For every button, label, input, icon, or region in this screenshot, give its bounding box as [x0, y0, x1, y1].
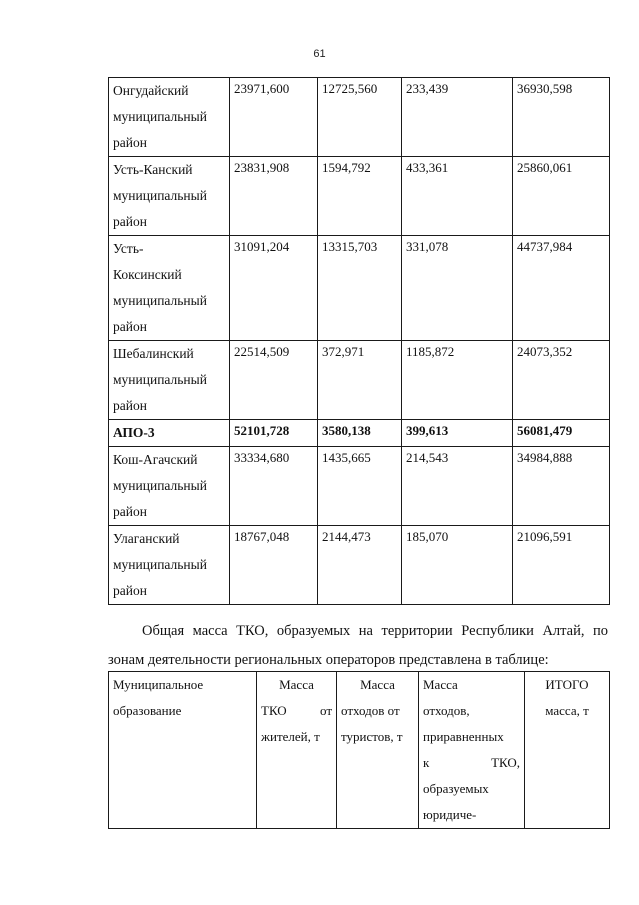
- header-line: ТКО от: [261, 703, 332, 718]
- value-cell: 1435,665: [318, 447, 402, 526]
- header-line: Масса: [423, 677, 458, 692]
- value-cell: 372,971: [318, 341, 402, 420]
- table-row: [109, 236, 610, 341]
- header-total-mass: [525, 672, 610, 829]
- municipality-name-line: Усть-Канский: [113, 162, 193, 177]
- value-cell: 12725,560: [318, 78, 402, 157]
- header-line: образование: [113, 703, 182, 718]
- municipality-cell: [109, 420, 230, 447]
- value-cell: 21096,591: [513, 526, 610, 605]
- municipality-name-line: муниципальный: [113, 109, 207, 124]
- table-row: [109, 526, 610, 605]
- header-line: отходов от: [341, 703, 400, 718]
- header-line: ИТОГО: [545, 677, 589, 692]
- value-cell: 1594,792: [318, 157, 402, 236]
- municipality-name-line: район: [113, 504, 147, 519]
- value-cell: 52101,728: [230, 420, 318, 447]
- value-cell: 3580,138: [318, 420, 402, 447]
- data-table: [108, 77, 610, 605]
- header-legal-entities-mass: [419, 672, 525, 829]
- value-cell: 22514,509: [230, 341, 318, 420]
- value-cell: 2144,473: [318, 526, 402, 605]
- municipality-name-line: муниципальный: [113, 293, 207, 308]
- value-cell: 214,543: [402, 447, 513, 526]
- value-cell: 233,439: [402, 78, 513, 157]
- municipality-cell: [109, 78, 230, 157]
- header-tourists-mass: [337, 672, 419, 829]
- value-cell: 25860,061: [513, 157, 610, 236]
- paragraph-line-2: зонам деятельности региональных операторов представлена в таблице:: [108, 652, 549, 668]
- header-residents-mass: [257, 672, 337, 829]
- municipality-name-line: Кош-Агачский: [113, 452, 198, 467]
- header-line: туристов, т: [341, 729, 403, 744]
- table-row: [109, 157, 610, 236]
- municipality-cell: [109, 236, 230, 341]
- municipality-name-line: Шебалинский: [113, 346, 194, 361]
- municipality-name-line: муниципальный: [113, 188, 207, 203]
- municipality-name-line: район: [113, 583, 147, 598]
- municipality-name-line: Онгудайский: [113, 83, 189, 98]
- value-cell: 33334,680: [230, 447, 318, 526]
- header-table: [108, 671, 610, 829]
- header-row: [109, 672, 610, 829]
- value-cell: 331,078: [402, 236, 513, 341]
- header-line: отходов,: [423, 703, 470, 718]
- value-cell: 56081,479: [513, 420, 610, 447]
- municipality-name-line: район: [113, 135, 147, 150]
- header-line: юридиче-: [423, 807, 477, 822]
- municipality-name-line: район: [113, 214, 147, 229]
- municipality-name-line: муниципальный: [113, 557, 207, 572]
- municipality-cell: [109, 526, 230, 605]
- municipality-name-line: АПО-3: [113, 425, 155, 440]
- municipality-cell: [109, 157, 230, 236]
- municipality-name-line: район: [113, 398, 147, 413]
- table-row: [109, 420, 610, 447]
- value-cell: 433,361: [402, 157, 513, 236]
- municipality-name-line: Коксинский: [113, 267, 182, 282]
- value-cell: 31091,204: [230, 236, 318, 341]
- header-line: приравненных: [423, 729, 504, 744]
- table-row: [109, 447, 610, 526]
- value-cell: 399,613: [402, 420, 513, 447]
- header-line: Муниципальное: [113, 677, 204, 692]
- municipality-name-line: муниципальный: [113, 372, 207, 387]
- value-cell: 44737,984: [513, 236, 610, 341]
- page-number: 61: [313, 48, 326, 60]
- header-line: масса, т: [545, 703, 589, 718]
- header-line: Масса: [360, 677, 395, 692]
- header-line: образуемых: [423, 781, 489, 796]
- municipality-name-line: район: [113, 319, 147, 334]
- header-line: жителей, т: [261, 729, 320, 744]
- table-row: [109, 78, 610, 157]
- value-cell: 34984,888: [513, 447, 610, 526]
- municipality-name-line: Усть-: [113, 241, 144, 256]
- value-cell: 23971,600: [230, 78, 318, 157]
- header-line: Масса: [279, 677, 314, 692]
- value-cell: 18767,048: [230, 526, 318, 605]
- municipality-name-line: муниципальный: [113, 478, 207, 493]
- header-municipality: [109, 672, 257, 829]
- paragraph-line-1: Общая масса ТКО, образуемых на территории Республики Алтай, по: [142, 623, 608, 639]
- value-cell: 185,070: [402, 526, 513, 605]
- municipality-cell: [109, 447, 230, 526]
- value-cell: 13315,703: [318, 236, 402, 341]
- value-cell: 36930,598: [513, 78, 610, 157]
- value-cell: 1185,872: [402, 341, 513, 420]
- table-row: [109, 341, 610, 420]
- header-line: к ТКО,: [423, 755, 520, 770]
- municipality-name-line: Улаганский: [113, 531, 180, 546]
- value-cell: 24073,352: [513, 341, 610, 420]
- value-cell: 23831,908: [230, 157, 318, 236]
- municipality-cell: [109, 341, 230, 420]
